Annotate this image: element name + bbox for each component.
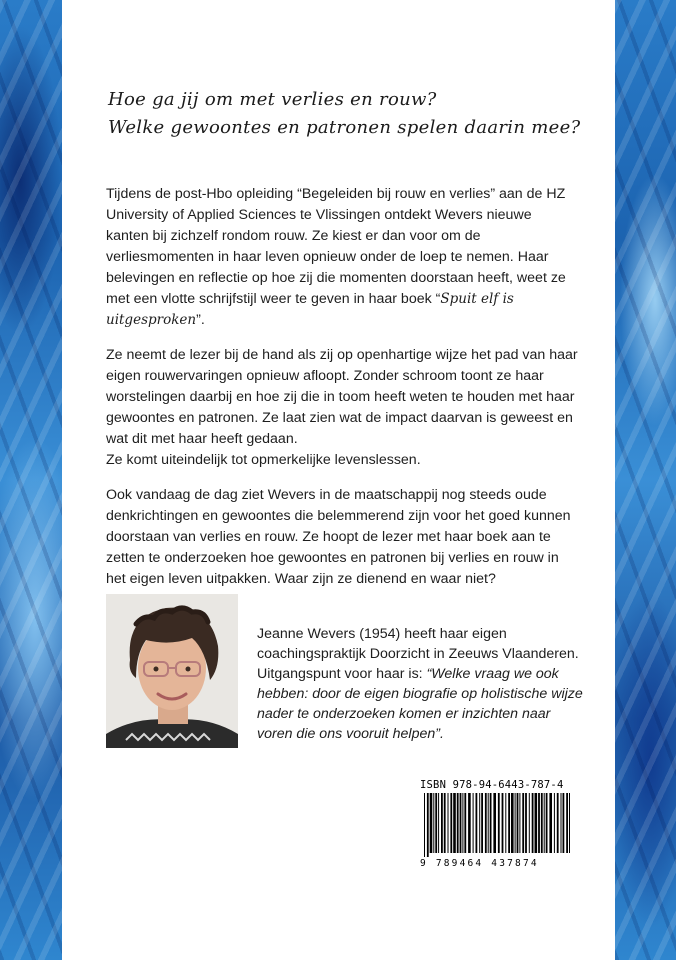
paragraph-1: [106, 184, 578, 331]
barcode-bar: [493, 793, 496, 853]
barcode-bar: [515, 793, 516, 853]
barcode-bar: [563, 793, 565, 853]
barcode-bar: [479, 793, 480, 853]
barcode-bar: [554, 793, 555, 853]
barcode-bar: [566, 793, 568, 853]
barcode-bar: [430, 793, 433, 853]
barcode-bar: [481, 793, 483, 853]
book-title: Spuit elf is uitgesproken: [106, 291, 514, 328]
author-photo: [106, 594, 238, 748]
barcode-bar: [519, 793, 520, 853]
barcode-bar: [460, 793, 462, 853]
paragraph-2: [106, 345, 578, 471]
blurb-text: [106, 184, 578, 604]
paragraph-2-main: Ze neemt de lezer bij de hand als zij op openhartige wijze het pad van haar eigen rouwervaringen opnieuw afloopt. Zonder schroom toont ze haar worstelingen daarbij en hoe zij die in toom heeft weten te houden met haar gewoontes en patronen. Ze laat zien wat de impact daarvan is geweest en wat dit met haar heeft gedaan.: [106, 347, 578, 447]
paragraph-1-end: ”.: [196, 312, 205, 328]
paragraph-1-intro: Tijdens de post-Hbo opleiding “Begeleiden bij rouw en verlies” aan de HZ University of Applied Sciences te Vlissingen ontdekt Wevers nieuwe kanten bij zichzelf rondom rouw. Ze kiest er dan voor om de verliesmomenten in haar leven opnieuw onder de loep te nemen. Haar belevingen en reflectie op hoe zij die momenten doorstaan heeft, weet ze met een vlotte schrijfstijl weer te geven in haar boek “: [106, 186, 566, 307]
barcode-bar: [511, 793, 514, 853]
barcode-bar: [448, 793, 449, 853]
barcode-bar: [453, 793, 456, 853]
paragraph-3: Ook vandaag de dag ziet Wevers in de maatschappij nog steeds oude denkrichtingen en gewoontes die belemmerend zijn voor het goed kunnen doorstaan van verlies en rouw. Ze hoopt de lezer met haar boek aan te zetten te onderzoeken hoe gewoontes en patronen bij verlies en rouw in het eigen leven uitpakken. Waar zijn ze dienend en waar niet?: [106, 487, 571, 587]
barcode-bar: [457, 793, 459, 853]
barcode-bar: [557, 793, 559, 853]
cover-question: [108, 86, 628, 142]
author-bio: [257, 624, 587, 744]
barcode-bar: [473, 793, 474, 853]
barcode-bar: [498, 793, 500, 853]
barcode-bar: [433, 793, 434, 853]
barcode-bar: [546, 793, 548, 853]
barcode-bar: [538, 793, 540, 853]
barcode-bar: [517, 793, 519, 853]
barcode-bar: [485, 793, 487, 853]
barcode-bar: [424, 793, 425, 857]
barcode-bar: [502, 793, 504, 853]
author-quote: “Welke vraag we ook hebben: door de eigen biografie op holistische wijze nader te onderzoeken komen er inzichten naar voren die ons vooruit helpen”.: [257, 666, 583, 742]
barcode-bar: [435, 793, 437, 853]
painted-edge-left: [0, 0, 62, 960]
barcode-bar: [476, 793, 478, 853]
barcode-bar: [508, 793, 510, 853]
paragraph-2-last: Ze komt uiteindelijk tot opmerkelijke levenslessen.: [106, 452, 421, 468]
barcode-bar: [427, 793, 429, 857]
barcode-bar: [535, 793, 538, 853]
barcode-bar: [532, 793, 534, 853]
barcode-bar: [569, 793, 570, 853]
author-portrait-image: [106, 594, 238, 748]
barcode-bar: [450, 793, 452, 853]
painted-edge-right: [615, 0, 676, 960]
isbn-label: ISBN 978-94-6443-787-4: [420, 779, 564, 791]
barcode-bar: [441, 793, 443, 853]
barcode-bars: [420, 793, 574, 857]
isbn-barcode: [420, 779, 574, 871]
barcode-bar: [444, 793, 446, 853]
author-bio-text: Jeanne Wevers (1954) heeft haar eigen coachingspraktijk Doorzicht in Zeeuws Vlaanderen. Uitgangspunt voor haar is:: [257, 626, 579, 682]
barcode-bar: [541, 793, 543, 853]
barcode-bar: [561, 793, 562, 853]
barcode-bar: [525, 793, 527, 853]
barcode-bar: [468, 793, 471, 853]
barcode-bar: [462, 793, 463, 853]
barcode-bar: [544, 793, 545, 853]
barcode-bar: [505, 793, 506, 853]
barcode-bar: [549, 793, 552, 853]
question-line-2: Welke gewoontes en patronen spelen daarin mee?: [108, 117, 581, 138]
question-line-1: Hoe ga jij om met verlies en rouw?: [108, 89, 437, 110]
barcode-bar: [464, 793, 466, 853]
isbn-digits: 9 789464 437874: [420, 858, 539, 869]
barcode-bar: [529, 793, 530, 853]
barcode-bar: [490, 793, 492, 853]
barcode-bar: [522, 793, 524, 853]
barcode-bar: [438, 793, 439, 853]
barcode-bar: [488, 793, 489, 853]
